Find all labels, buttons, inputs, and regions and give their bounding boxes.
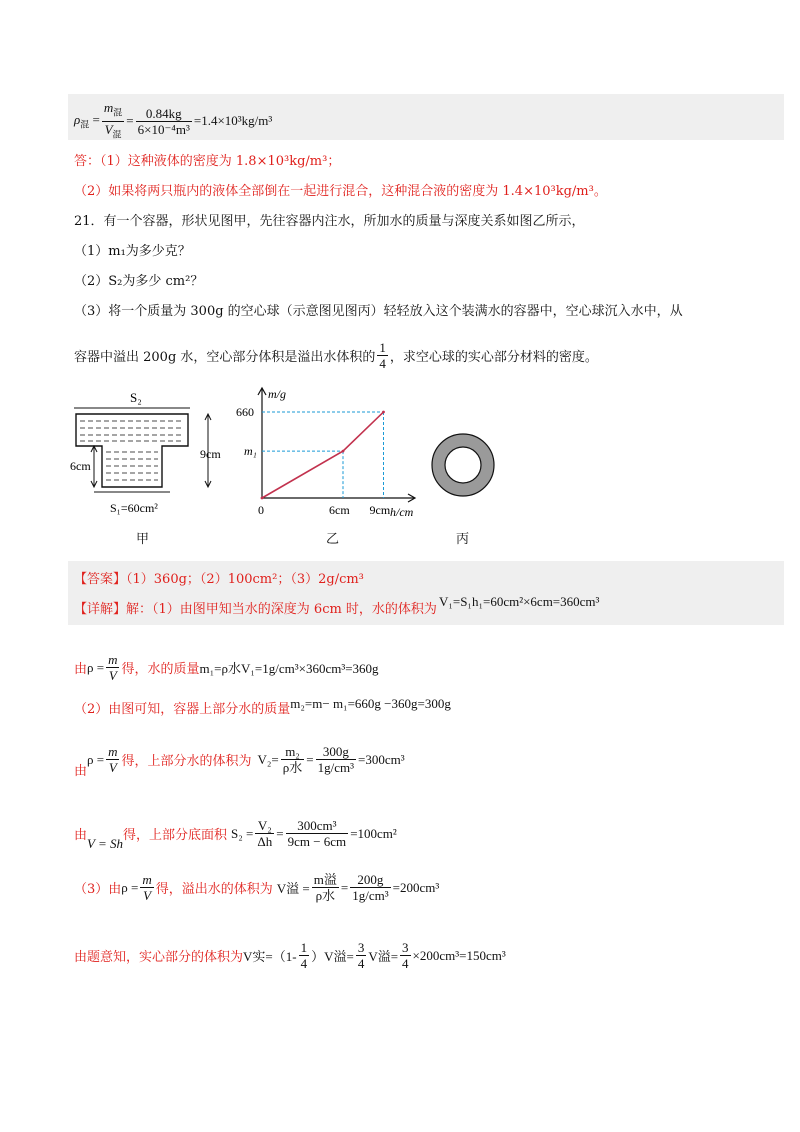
sphere-hollow xyxy=(445,447,481,483)
data-point-2 xyxy=(382,411,385,414)
rho-symbol: $\rho_混$ = xyxy=(74,111,100,130)
detail-line3: （2）由图可知，容器上部分水的质量 m₂=m− m₁=660g −360g=300g xyxy=(74,695,451,717)
question-21-q1: （1）m₁为多少克？ xyxy=(74,244,191,259)
v2-formula: V₂= $\frac{\text{m₂}}{\text{ρ水}}$ = $\frac{300g}{\text{1g/cm³}}$ =300cm³ xyxy=(257,744,405,775)
caption-jia: 甲 xyxy=(136,532,150,547)
caption-bing: 丙 xyxy=(456,532,470,547)
container-outline xyxy=(76,414,188,487)
v-overflow-formula: V溢 = $\frac{\text{m溢}}{\text{ρ水}}$ = $\frac{200g}{\text{1g/cm³}}$ =200cm³ xyxy=(276,872,440,903)
detail-line4: 由 ρ = $\frac{m}{V}$ 得，上部分水的体积为 V₂= $\frac{\text{m₂}}{\text{ρ水}}$ = $\frac{300g}{\text{1g/cm³}}$ =300cm³ xyxy=(74,744,405,779)
answer-20-line2: （2）如果将两只瓶内的液体全部倒在一起进行混合，这种混合液的密度为 1.4×10³kg/m³。 xyxy=(74,184,607,199)
m2-formula: m₂=m− m₁=660g −360g=300g xyxy=(290,695,451,711)
v1-formula: V₁=S₁h₁=60cm²×6cm=360cm³ xyxy=(438,593,600,609)
detail-label: 【详解】 xyxy=(74,602,127,617)
data-point-0 xyxy=(261,497,264,500)
s2-formula: S₂ = $\frac{\text{V₂}}{\Delta h}$ = $\frac{\text{300cm³}}{9cm - 6cm}$ =100cm² xyxy=(231,818,397,849)
answer-line xyxy=(74,568,364,587)
v-solid-formula: V实=（1- $\frac{1}{4}$ ）V溢= $\frac{3}{4}$ V溢= $\frac{3}{4}$ ×200cm³=150cm³ xyxy=(243,940,506,971)
density-result: =1.4×10³kg/m³ xyxy=(193,113,273,129)
x-tick-6cm: 6cm xyxy=(329,503,350,517)
mass-over-volume: $\frac{m_混}{V_混}$ xyxy=(102,100,124,142)
density-formula: $\rho_混$ = $\frac{m_混}{V_混}$ = $\frac{0.84kg}{\text{6×10⁻⁴m³}}$ =1.4×10³kg/m³ xyxy=(74,100,272,142)
detail-line1: 【详解】 解：（1）由图甲知当水的深度为 6cm 时，水的体积为 V₁=S₁h₁=60cm²×6cm=360cm³ xyxy=(74,593,600,617)
answer-text: （1）360g；（2）100cm²；（3）2g/cm³ xyxy=(126,572,364,587)
x-axis-label: h/cm xyxy=(390,505,414,519)
x-tick-9cm: 9cm xyxy=(369,503,391,517)
rho-formula: ρ = $\frac{m}{V}$ xyxy=(87,652,118,683)
question-21-stem: 21．有一个容器，形状见图甲，先往容器内注水，所加水的质量与深度关系如图乙所示， xyxy=(74,214,585,229)
question-21-q3-continued: 容器中溢出 200g 水，空心部分体积是溢出水体积的 $\frac{1}{4}$ ，求空心球的实心部分材料的密度。 xyxy=(74,340,598,371)
caption-yi: 乙 xyxy=(326,532,340,547)
m1-formula: m₁=ρ水V₁=1g/cm³×360cm³=360g xyxy=(199,661,379,676)
y-tick-m1: m₁ xyxy=(244,444,257,459)
s1-label: S₁=60cm² xyxy=(110,501,158,515)
detail-line2: 由 ρ = $\frac{m}{V}$ 得，水的质量 m₁=ρ水V₁=1g/cm³×360cm³=360g xyxy=(74,652,379,683)
h2-label: 9cm xyxy=(200,447,221,461)
answer-label: 【答案】 xyxy=(74,572,127,587)
series-line xyxy=(262,412,384,498)
question-21-q3: （3）将一个质量为 300g 的空心球（示意图见图丙）轻轻放入这个装满水的容器中，空心球沉入水中，从 xyxy=(74,304,683,319)
x-tick-0: 0 xyxy=(258,503,264,517)
y-axis-label: m/g xyxy=(268,387,286,401)
detail-line7: 由题意知，实心部分的体积为 V实=（1- $\frac{1}{4}$ ）V溢= $\frac{3}{4}$ V溢= $\frac{3}{4}$ ×200cm³=150cm³ xyxy=(74,940,506,971)
figure-jia-container xyxy=(66,384,226,524)
h1-label: 6cm xyxy=(70,459,91,473)
question-21-q2: （2）S₂为多少 cm²？ xyxy=(74,274,204,289)
answer-20-line1: 答：（1）这种液体的密度为 1.8×10³kg/m³； xyxy=(74,154,341,169)
data-point-1 xyxy=(342,450,345,453)
detail-line6: （3）由 ρ = $\frac{m}{V}$ 得，溢出水的体积为 V溢 = $\frac{\text{m溢}}{\text{ρ水}}$ = $\frac{200g}{\text{1g/cm³}}$ =200cm³ xyxy=(74,872,440,903)
s2-label: S₂ xyxy=(130,390,142,405)
v-eq-sh: V = Sh xyxy=(87,835,123,851)
value-fraction: $\frac{0.84kg}{\text{6×10⁻⁴m³}}$ xyxy=(137,105,190,137)
figure-yi-chart xyxy=(232,378,432,528)
figure-bing-sphere xyxy=(428,430,498,500)
detail-line5: 由 V = Sh 得，上部分底面积 S₂ = $\frac{\text{V₂}}{\Delta h}$ = $\frac{\text{300cm³}}{9cm - 6cm}$ =100cm² xyxy=(74,818,397,851)
y-tick-660: 660 xyxy=(236,405,254,419)
